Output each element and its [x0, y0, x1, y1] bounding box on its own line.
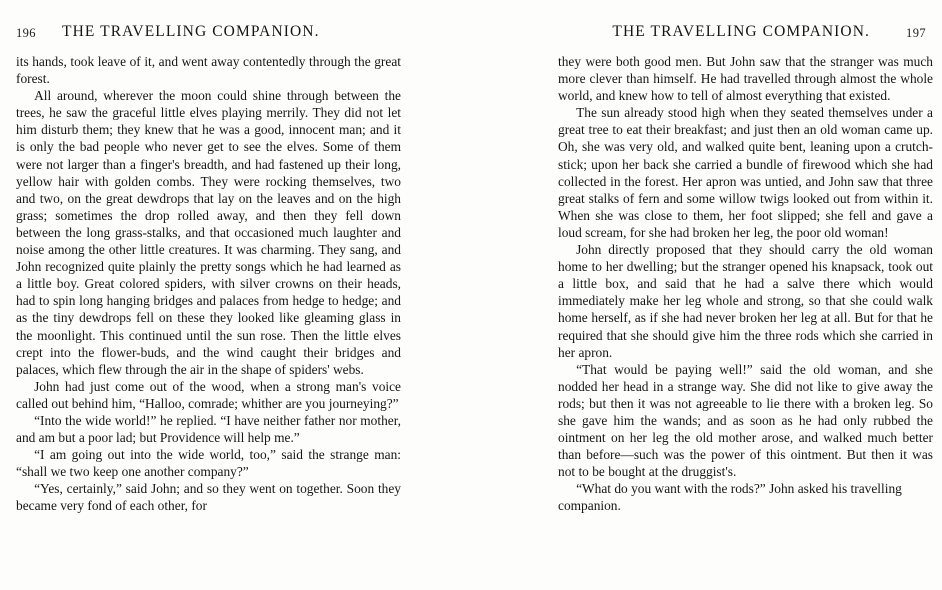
text-column-right [558, 53, 933, 515]
paragraph: “I am going out into the wide world, too,” said the strange man: “shall we two keep one another company?” [16, 447, 401, 480]
paragraph: “What do you want with the rods?” John asked his travelling companion. [558, 481, 902, 514]
paragraph: “That would be paying well!” said the old woman, and she nodded her head in a strange way. She did not like to give away the rods; but then it was not agreeable to lie there with a broken leg. So she gave him the wands; and as soon as he had only rubbed the ointment on her leg the old mother arose, and walked much better than before—such was the power of this ointment. But then it was not to be bought at the druggist's. [558, 361, 933, 480]
paragraph: All around, wherever the moon could shine through between the trees, he saw the graceful little elves playing merrily. They did not let him disturb them; they knew that he was a good, innocent man; and it is only the bad people who never get to see the elves. Some of them were not larger than a finger's breadth, and had fastened up their long, yellow hair with golden combs. They were rocking themselves, two and two, on the great dewdrops that lay on the leaves and on the high grass; sometimes the drop rolled away, and then they fell down between the long grass-stalks, and that occasioned much laughter and noise among the other little creatures. It was charming. They sang, and John recognized quite plainly the pretty songs which he had learned as a little boy. Great colored spiders, with silver crowns on their heads, had to spin long hanging bridges and palaces from hedge to hedge; and as the tiny dewdrops fell on these they looked like gleaming glass in the moonlight. This continued until the sun rose. Then the little elves crept into the flower-buds, and the wind caught their bridges and palaces, which flew through the air in the shape of spiders' webs. [16, 88, 401, 377]
running-head-title-left: THE TRAVELLING COMPANION. [62, 23, 320, 40]
paragraph: John had just come out of the wood, when a strong man's voice called out behind him, “Halloo, comrade; whither are you journeying?” [16, 378, 401, 411]
paragraph: they were both good men. But John saw that the stranger was much more clever than himself. He had travelled through almost the whole world, and knew how to tell of almost everything that existed. [558, 54, 933, 104]
running-head-right [487, 22, 926, 42]
paragraph: its hands, took leave of it, and went away contentedly through the great forest. [16, 54, 401, 87]
paragraph: “Yes, certainly,” said John; and so they went on together. Soon they became very fond of each other, for [16, 481, 401, 514]
page-number-right: 197 [906, 26, 926, 40]
paragraph: The sun already stood high when they seated themselves under a great tree to eat their breakfast; and just then an old woman came up. Oh, she was very old, and walked quite bent, leaning upon a crutch-stick; upon her back she carried a bundle of firewood which she had collected in the forest. Her apron was untied, and John saw that three great stalks of fern and some willow twigs looked out from within it. When she was close to them, her foot slipped; she fell and gave a loud scream, for she had broken her leg, the poor old woman! [558, 105, 933, 240]
paragraph: John directly proposed that they should carry the old woman home to her dwelling; but the stranger opened his knapsack, took out a little box, and said that he had a salve there which would immediately make her leg whole and strong, so that she could walk home herself, as if she had never broken her leg at all. But for that he required that she should give him the three rods which she carried in her apron. [558, 242, 933, 360]
running-head-title-right: THE TRAVELLING COMPANION. [612, 23, 870, 40]
paragraph: “Into the wide world!” he replied. “I have neither father nor mother, and am but a poor lad; but Providence will help me.” [16, 412, 401, 446]
page-number-left: 196 [16, 26, 36, 40]
page-right-197 [471, 0, 942, 590]
text-column-left [16, 53, 401, 515]
running-head-left [16, 22, 455, 42]
